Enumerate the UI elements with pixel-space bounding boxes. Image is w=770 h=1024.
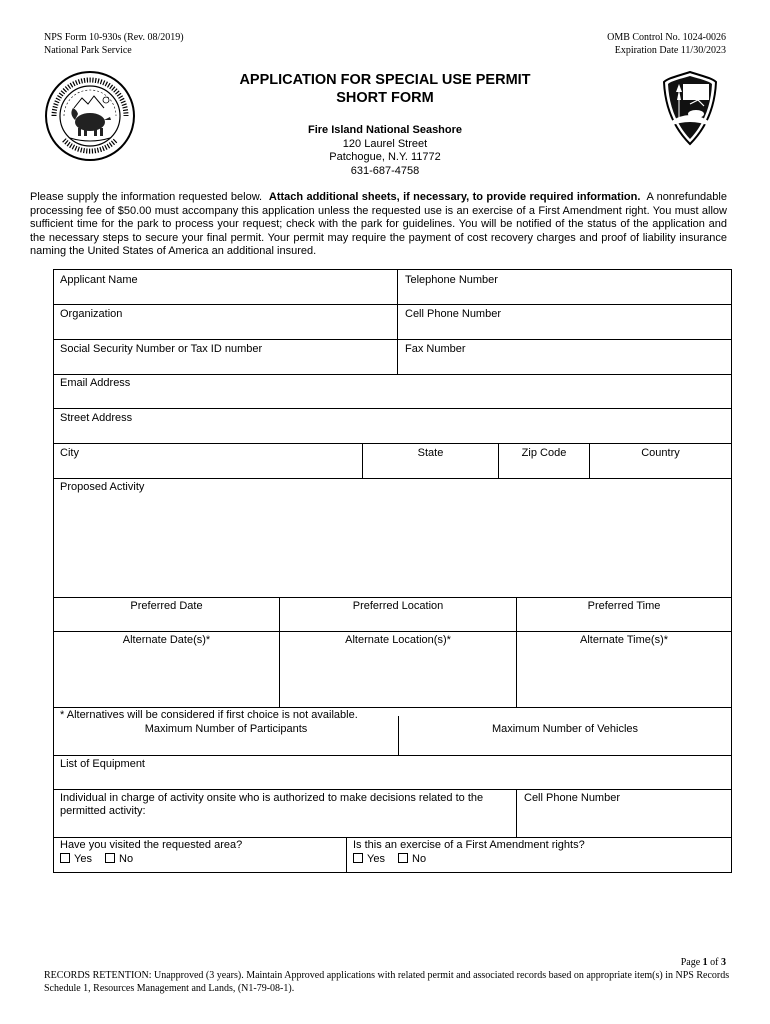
individual-in-charge-field[interactable]: Individual in charge of activity onsite who is authorized to make decisions related to the permitted activity: <box>60 792 484 817</box>
col-divider <box>516 597 517 707</box>
form-header-right <box>607 31 726 57</box>
omb-control-number: OMB Control No. 1024-0026 <box>607 32 726 43</box>
row-divider <box>54 597 731 598</box>
row-divider <box>54 374 731 375</box>
form-title <box>150 71 620 107</box>
form-title-line2: SHORT FORM <box>336 90 434 106</box>
row-divider <box>54 339 731 340</box>
application-form <box>53 269 732 873</box>
col-divider <box>397 270 398 374</box>
expiration-date: Expiration Date 11/30/2023 <box>614 45 726 56</box>
row-divider <box>54 304 731 305</box>
organization-field[interactable]: Organization <box>60 308 123 320</box>
page-total: 3 <box>721 957 726 968</box>
alternate-times-field[interactable]: Alternate Time(s)* <box>579 634 669 646</box>
cell-phone-field[interactable]: Cell Phone Number <box>405 308 501 320</box>
ssn-field[interactable]: Social Security Number or Tax ID number <box>60 343 263 355</box>
page-number <box>681 957 726 968</box>
state-field[interactable]: State <box>417 447 444 459</box>
zip-code-field[interactable]: Zip Code <box>521 447 567 459</box>
alternate-locations-field[interactable]: Alternate Location(s)* <box>345 634 451 646</box>
first-amendment-yes-checkbox[interactable] <box>353 853 363 863</box>
park-street: 120 Laurel Street <box>342 137 428 150</box>
first-amendment-no-label: No <box>412 853 427 865</box>
visited-options <box>60 853 133 866</box>
row-divider <box>54 837 731 838</box>
row-divider <box>54 789 731 790</box>
col-divider <box>516 789 517 837</box>
nps-arrowhead-icon <box>662 70 718 146</box>
page-current: 1 <box>702 957 708 968</box>
visited-yes-checkbox[interactable] <box>60 853 70 863</box>
page-prefix: Page <box>680 957 703 968</box>
city-field[interactable]: City <box>60 447 79 459</box>
park-city: Patchogue, N.Y. 11772 <box>329 151 441 163</box>
intro-paragraph <box>30 191 727 259</box>
first-amendment-options <box>353 853 426 866</box>
street-address-field[interactable]: Street Address <box>60 412 133 424</box>
row-divider <box>54 478 731 479</box>
preferred-time-field[interactable]: Preferred Time <box>587 600 661 612</box>
applicant-name-field[interactable]: Applicant Name <box>60 274 138 286</box>
max-participants-field[interactable]: Maximum Number of Participants <box>144 723 308 735</box>
park-phone: 631-687-4758 <box>350 164 420 177</box>
park-name: Fire Island National Seashore <box>307 124 463 136</box>
country-field[interactable]: Country <box>641 447 680 459</box>
form-number: NPS Form 10-930s (Rev. 08/2019) <box>44 32 184 43</box>
email-field[interactable]: Email Address <box>60 377 131 389</box>
page-of: of <box>707 957 721 968</box>
first-amendment-yes-label: Yes <box>367 853 385 865</box>
first-amendment-question: Is this an exercise of a First Amendment rights? <box>353 839 585 851</box>
preferred-date-field[interactable]: Preferred Date <box>130 600 203 612</box>
doi-seal-icon <box>44 70 136 162</box>
agency-name: National Park Service <box>44 45 132 56</box>
form-header-left <box>44 31 184 57</box>
equipment-field[interactable]: List of Equipment <box>60 758 145 770</box>
intro-text-2: A nonrefundable processing fee of $50.00 must accompany this application unless the requested use is an exercise of a First Amendment right. You must allow sufficient time for the park to process your request; check with the park for guidelines. You will be notified of the status of the application and the necessary steps to secure your final permit. Your permit may require the payment of cost recovery charges and proof of liability insurance naming the United States of America an additional insured. <box>30 191 727 257</box>
max-vehicles-field[interactable]: Maximum Number of Vehicles <box>491 723 639 735</box>
row-divider <box>54 443 731 444</box>
telephone-field[interactable]: Telephone Number <box>405 274 498 286</box>
visited-yes-label: Yes <box>74 853 92 865</box>
row-divider <box>54 755 731 756</box>
col-divider <box>346 837 347 873</box>
first-amendment-no-checkbox[interactable] <box>398 853 408 863</box>
park-address <box>200 124 570 178</box>
form-title-line1: APPLICATION FOR SPECIAL USE PERMIT <box>239 72 531 88</box>
preferred-location-field[interactable]: Preferred Location <box>352 600 444 612</box>
intro-text-1: Please supply the information requested below. <box>30 191 263 203</box>
proposed-activity-field[interactable]: Proposed Activity <box>60 481 145 493</box>
fax-field[interactable]: Fax Number <box>405 343 466 355</box>
records-retention: RECORDS RETENTION: Unapproved (3 years). Maintain Approved applications with related permit and associated records based on appropriate item(s) in NPS Records Schedule 1, Resources Management and Lands, (N1-79-08-1). <box>44 970 730 994</box>
col-divider <box>279 597 280 707</box>
row-divider <box>54 408 731 409</box>
visited-question: Have you visited the requested area? <box>60 839 243 851</box>
row-divider <box>54 631 731 632</box>
alternate-dates-field[interactable]: Alternate Date(s)* <box>122 634 211 646</box>
intro-bold: Attach additional sheets, if necessary, to provide required information. <box>268 191 641 203</box>
alternatives-note: * Alternatives will be considered if first choice is not available. <box>60 709 358 721</box>
row-divider <box>54 707 731 708</box>
visited-no-label: No <box>119 853 134 865</box>
visited-no-checkbox[interactable] <box>105 853 115 863</box>
individual-cell-phone-field[interactable]: Cell Phone Number <box>524 792 620 804</box>
